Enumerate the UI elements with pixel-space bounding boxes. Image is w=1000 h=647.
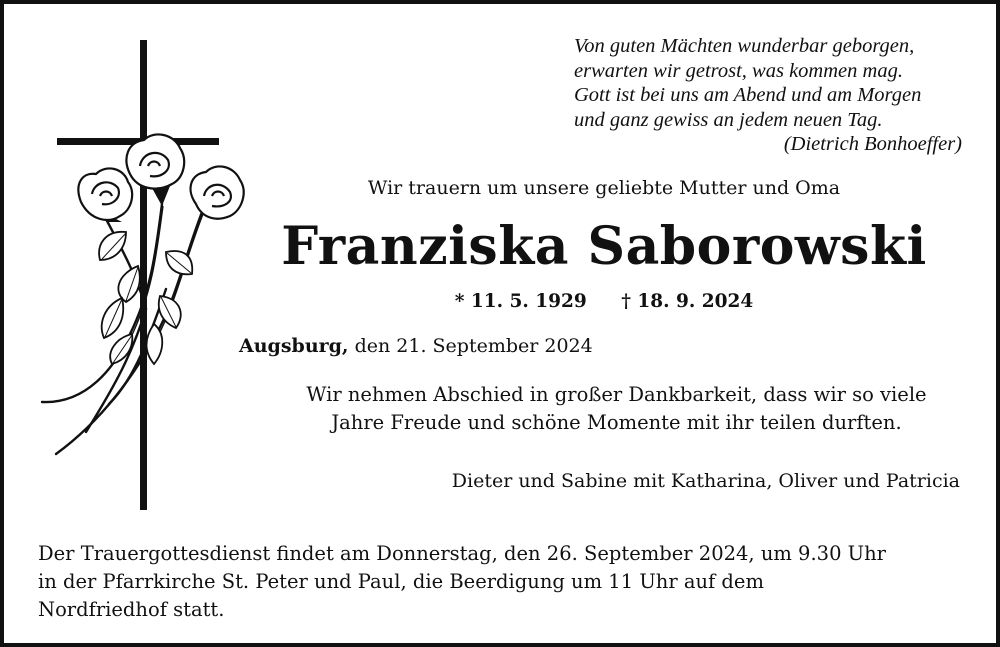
place-name: Augsburg,	[239, 335, 349, 357]
poem-quote	[574, 34, 970, 157]
poem-line: erwarten wir getrost, was kommen mag.	[574, 59, 903, 82]
place-and-date	[239, 335, 593, 357]
poem-line: und ganz gewiss an jedem neuen Tag.	[574, 108, 883, 131]
intro-text: Wir trauern um unsere geliebte Mutter und Oma	[367, 177, 841, 199]
deceased-name: Franziska Saborowski	[281, 216, 927, 277]
cross-with-roses-icon	[34, 34, 254, 514]
mourners-list: Dieter und Sabine mit Katharina, Oliver und Patricia	[451, 470, 960, 492]
service-line: Der Trauergottesdienst findet am Donnerstag, den 26. September 2024, um 9.30 Uhr	[38, 542, 886, 565]
poem-author: (Dietrich Bonhoeffer)	[783, 133, 962, 156]
message-line: Wir nehmen Abschied in großer Dankbarkeit, dass wir so viele	[306, 383, 927, 406]
notice-date: den 21. September 2024	[348, 335, 593, 357]
poem-line: Gott ist bei uns am Abend und am Morgen	[574, 84, 922, 107]
funeral-service-info	[38, 540, 978, 624]
death-date: † 18. 9. 2024	[621, 291, 754, 312]
life-dates	[424, 291, 784, 312]
birth-date: * 11. 5. 1929	[454, 291, 587, 312]
service-line: in der Pfarrkirche St. Peter und Paul, die Beerdigung um 11 Uhr auf dem	[38, 570, 764, 593]
service-line: Nordfriedhof statt.	[38, 598, 225, 621]
farewell-message	[244, 381, 989, 437]
message-line: Jahre Freude und schöne Momente mit ihr teilen durften.	[331, 411, 902, 434]
poem-line: Von guten Mächten wunderbar geborgen,	[574, 35, 915, 57]
